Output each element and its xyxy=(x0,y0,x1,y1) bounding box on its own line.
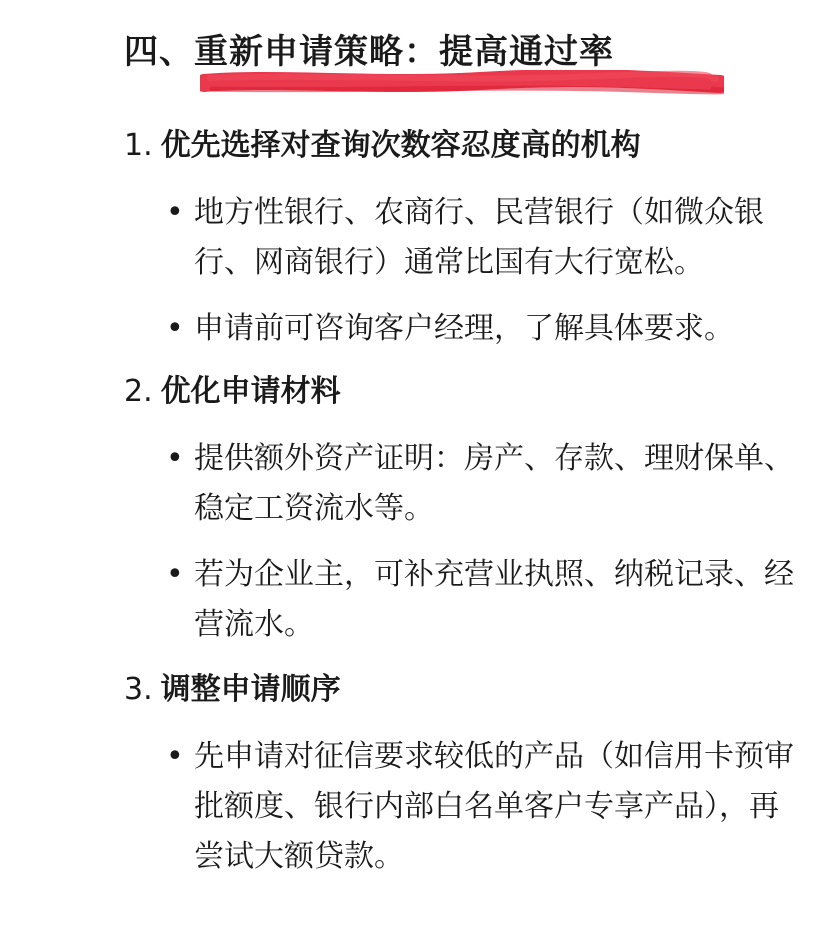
bullet-dot: • xyxy=(166,311,184,346)
section-title-text: 调整申请顺序 xyxy=(160,672,341,707)
list-item xyxy=(166,550,796,650)
list-item-text: 先申请对征信要求较低的产品（如信用卡预审批额度、银行内部白名单客户专享产品），再尝试大额贷款。 xyxy=(194,739,794,874)
section-number: 1. xyxy=(124,128,153,163)
section-title-text: 优先选择对查询次数容忍度高的机构 xyxy=(160,128,641,163)
section-title xyxy=(124,372,804,412)
list-item xyxy=(166,304,796,354)
section-title-text: 优化申请材料 xyxy=(160,374,341,409)
list-item-text: 地方性银行、农商行、民营银行（如微众银行、网商银行）通常比国有大行宽松。 xyxy=(194,195,764,280)
section-2 xyxy=(124,372,804,662)
list-item-text: 申请前可咨询客户经理，了解具体要求。 xyxy=(194,311,734,346)
bullet-dot: • xyxy=(166,557,184,592)
page-heading: 四、重新申请策略：提高通过率 xyxy=(124,32,614,72)
section-title xyxy=(124,126,804,166)
section-title xyxy=(124,670,804,710)
section-3 xyxy=(124,670,804,900)
list-item-text: 若为企业主，可补充营业执照、纳税记录、经营流水。 xyxy=(194,557,794,642)
list-item-text: 提供额外资产证明：房产、存款、理财保单、稳定工资流水等。 xyxy=(194,441,794,526)
list-item xyxy=(166,732,796,882)
list-item xyxy=(166,188,796,288)
section-1 xyxy=(124,126,804,356)
list-item xyxy=(166,434,796,534)
heading-block xyxy=(124,26,724,102)
bullet-dot: • xyxy=(166,441,184,476)
bullet-dot: • xyxy=(166,739,184,774)
section-number: 2. xyxy=(124,374,153,409)
section-number: 3. xyxy=(124,672,153,707)
bullet-dot: • xyxy=(166,195,184,230)
